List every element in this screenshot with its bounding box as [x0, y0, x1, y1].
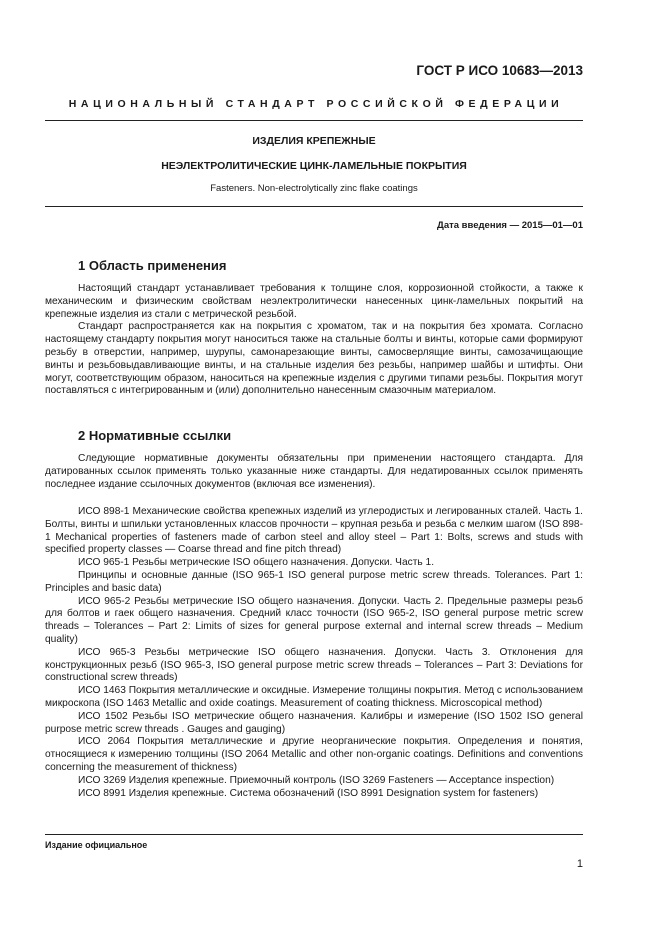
edition-note: Издание официальное — [45, 840, 148, 850]
title-english: Fasteners. Non-electrolytically zinc flake coatings — [210, 183, 418, 194]
footer-divider — [45, 834, 583, 835]
reference-item: ИСО 3269 Изделия крепежные. Приемочный контроль (ISO 3269 Fasteners — Acceptance inspection) — [78, 774, 555, 786]
section-2-paragraph: Следующие нормативные документы обязательны при применении настоящего стандарта. Для датированных ссылок применять только указанные ниже стандарты. Для недатированных ссылок применять последнее издание ссылочных документов (включая все изменения). — [45, 453, 583, 490]
normative-references-list — [45, 506, 583, 800]
title-line-1: ИЗДЕЛИЯ КРЕПЕЖНЫЕ — [252, 135, 376, 147]
title-line-2: НЕЭЛЕКТРОЛИТИЧЕСКИЕ ЦИНК-ЛАМЕЛЬНЫЕ ПОКРЫТИЯ — [161, 160, 467, 172]
section-2-intro — [45, 453, 583, 491]
reference-item: ИСО 965-3 Резьбы метрические ISO общего назначения. Допуски. Часть 3. Отклонения для конструкционных резьб (ISO 965-3, ISO general purpose metric screw threads – Tolerances – Part 3: Deviations for constructional screw threads) — [45, 646, 583, 684]
reference-item: ИСО 8991 Изделия крепежные. Система обозначений (ISO 8991 Designation system for fasteners) — [78, 787, 539, 799]
reference-item: ИСО 965-2 Резьбы метрические ISO общего назначения. Допуски. Часть 2. Предельные размеры резьб для болтов и гаек общего назначения. Средний класс точности (ISO 965-2, ISO general purpose metric screw threads – Tolerances – Part 2: Limits of sizes for general purpose external and internal screw threads – Medium quality) — [45, 595, 583, 645]
national-standard-banner: НАЦИОНАЛЬНЫЙ СТАНДАРТ РОССИЙСКОЙ ФЕДЕРАЦИИ — [68, 98, 564, 110]
reference-item: ИСО 1463 Покрытия металлические и оксидные. Измерение толщины покрытия. Метод с использованием микроскопа (ISO 1463 Metallic and oxide coatings. Measurement of coating thickness. Microscopical method) — [45, 685, 583, 709]
reference-item: ИСО 1502 Резьбы ISO метрические общего назначения. Калибры и измерение (ISO 1502 ISO general purpose metric screw threads . Gauges and gauging) — [45, 710, 583, 735]
introduction-date: Дата введения — 2015—01—01 — [437, 220, 583, 231]
page-number: 1 — [576, 858, 583, 870]
section-1-body — [45, 283, 583, 398]
section-1-heading: 1 Область применения — [78, 258, 227, 273]
reference-item: Принципы и основные данные (ISO 965-1 ISO general purpose metric screw threads. Tolerances. Part 1: Principles and basic data) — [45, 569, 583, 594]
reference-item: ИСО 965-1 Резьбы метрические ISO общего назначения. Допуски. Часть 1. — [78, 557, 435, 569]
reference-item: ИСО 2064 Покрытия металлические и другие неорганические покрытия. Определения и понятия, относящиеся к измерению толщины (ISO 2064 Metallic and other non-organic coatings. Definitions and conventions concerning the measurement of thickness) — [45, 736, 583, 773]
section-1-paragraph: Стандарт распространяется как на покрытия с хроматом, так и на покрытия без хромата. Согласно настоящему стандарту покрытия могут наноситься также на стальные болты и винты, которые сами формируют резьбу в отверстии, например, шурупы, самонарезающие винты, самосверлящие винты, самозачищающие винты и резьбовыдавливающие винты, и на стальные изделия без резьбы, например шайбы и штифты. Они могут, соответствующим образом, наноситься на крепежные изделия с другими типами резьбы. Покрытия могут поставляться с интегрированным и (или) дополнительно нанесенным смазочным материалом. — [45, 321, 583, 397]
section-2-heading: 2 Нормативные ссылки — [78, 428, 232, 443]
section-1-paragraph: Настоящий стандарт устанавливает требования к толщине слоя, коррозионной стойкости, а также к механическим и физическим свойствам неэлектролитически нанесенных цинк-ламельных покрытий на крепежные изделия из стали с метрической резьбой. — [45, 283, 583, 320]
standard-code: ГОСТ Р ИСО 10683—2013 — [416, 63, 583, 78]
title-divider — [45, 206, 583, 207]
reference-item: ИСО 898-1 Механические свойства крепежных изделий из углеродистых и легированных сталей. Часть 1. Болты, винты и шпильки установленных классов прочности – крупная резьба и резьба с мелким шагом (ISO 898-1 Mechanical properties of fasteners made of carbon steel and alloy steel – Part 1: Bolts, screws and studs with specified property classes — Coarse thread and fine pitch thread) — [45, 506, 583, 556]
header-divider — [45, 120, 583, 121]
